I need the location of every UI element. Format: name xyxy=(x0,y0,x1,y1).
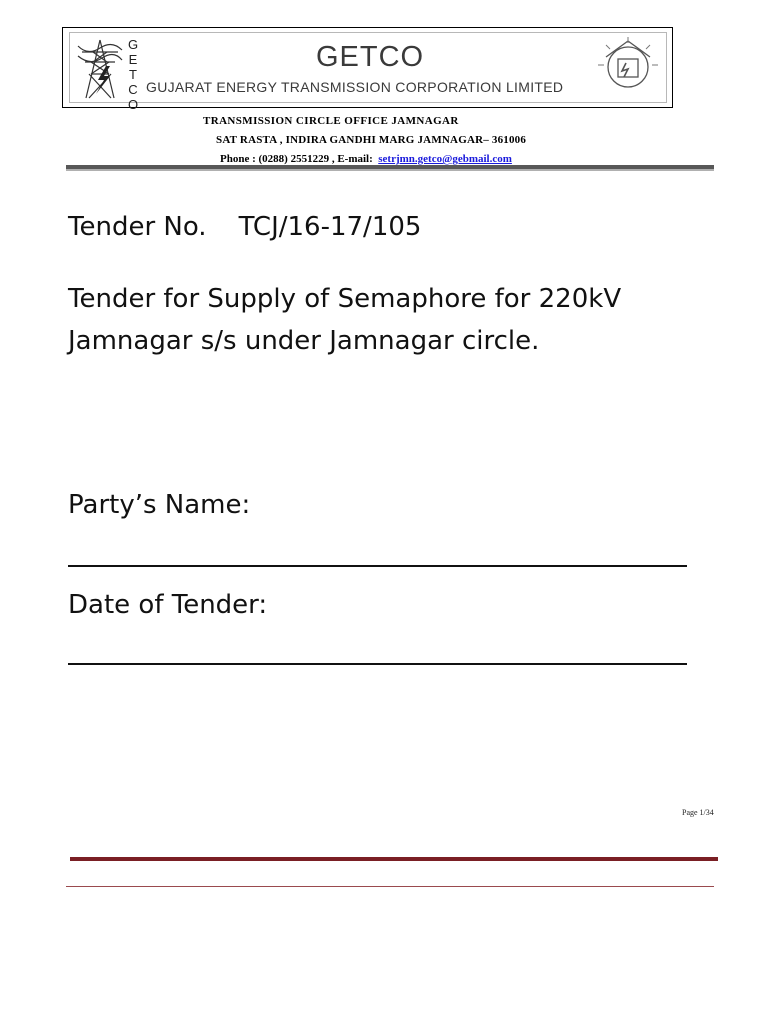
party-name-blank-line xyxy=(68,565,687,567)
tender-title-line: Tender for Supply of Semaphore for 220kV xyxy=(68,284,622,314)
corporation-name: GUJARAT ENERGY TRANSMISSION CORPORATION LIMITED xyxy=(146,79,564,95)
party-name-label: Party’s Name: xyxy=(68,490,251,520)
logo-inner-frame xyxy=(69,32,667,112)
office-address-block xyxy=(100,112,670,169)
tender-title xyxy=(68,278,621,362)
office-name: TRANSMISSION CIRCLE OFFICE JAMNAGAR xyxy=(203,115,459,127)
email-link[interactable]: setrjmn.getco@gebmail.com xyxy=(378,153,512,165)
logo-letter: G xyxy=(127,37,139,52)
tender-number xyxy=(68,212,421,242)
logo-letter: T xyxy=(129,67,137,82)
brand-logo-text: GETCO xyxy=(316,41,425,73)
transmission-tower-icon xyxy=(76,36,124,100)
logo-letter: E xyxy=(128,52,138,67)
logo-vertical-letters xyxy=(126,37,140,112)
energy-seal-icon xyxy=(592,35,664,103)
footer-divider-thick xyxy=(70,857,718,861)
date-of-tender-blank-line xyxy=(68,663,687,665)
date-of-tender-label: Date of Tender: xyxy=(68,590,268,620)
tender-number-value: TCJ/16-17/105 xyxy=(238,212,422,242)
footer-divider-thin xyxy=(66,886,714,887)
logo-letter: O xyxy=(127,97,139,112)
header-divider xyxy=(66,165,714,171)
tender-title-line: Jamnagar s/s under Jamnagar circle. xyxy=(68,326,540,356)
page-number: Page 1/34 xyxy=(682,808,714,817)
phone-label: Phone : (0288) 2551229 , E-mail: xyxy=(220,153,373,165)
office-address: SAT RASTA , INDIRA GANDHI MARG JAMNAGAR– 361006 xyxy=(216,134,527,146)
tender-number-label: Tender No. xyxy=(68,212,207,242)
letterhead-logo-box xyxy=(62,27,673,112)
logo-letter: C xyxy=(128,82,138,97)
